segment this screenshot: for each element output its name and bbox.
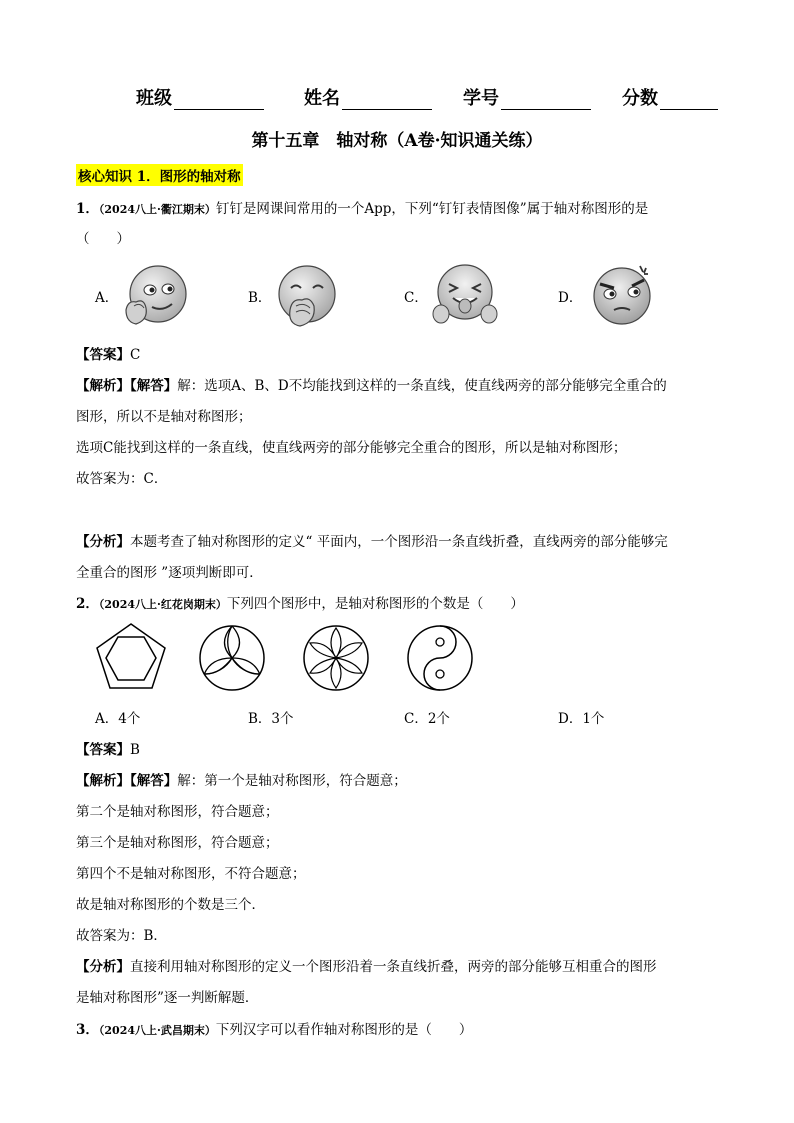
q1-fenxi-line-1 bbox=[76, 530, 668, 550]
q2-number: 2． bbox=[76, 596, 99, 612]
six-petal-flower-figure bbox=[301, 623, 371, 693]
q3-number: 3． bbox=[76, 1022, 99, 1038]
score-blank[interactable] bbox=[660, 91, 718, 110]
q2-analysis-line-3: 第三个是轴对称图形，符合题意； bbox=[76, 835, 279, 851]
q1-analysis-text-1: 解：选项A、B、D不均能找到这样的一条直线，使直线两旁的部分能够完全重合的 bbox=[177, 378, 667, 394]
q1-analysis-tag: 【解析】【解答】 bbox=[76, 378, 178, 394]
class-label: 班级 bbox=[136, 88, 172, 109]
name-field bbox=[304, 84, 432, 110]
q1-fenxi-tag: 【分析】 bbox=[76, 534, 130, 550]
q1-answer-value: C bbox=[130, 347, 141, 363]
q2-option-a: A．4个 bbox=[95, 711, 141, 727]
q2-fenxi-line-1 bbox=[76, 955, 657, 975]
q3-source: （2024八上·武昌期末） bbox=[98, 1024, 216, 1037]
q2-analysis-text-1: 解：第一个是轴对称图形，符合题意； bbox=[177, 773, 407, 789]
q1-fenxi-line-2: 全重合的图形 ”逐项判断即可． bbox=[76, 565, 263, 581]
section-label: 核心知识 1．图形的轴对称 bbox=[76, 164, 243, 186]
q3-stem-text: 下列汉字可以看作轴对称图形的是（ ） bbox=[215, 1022, 473, 1038]
name-label: 姓名 bbox=[304, 88, 340, 109]
q2-stem-text: 下列四个图形中，是轴对称图形的个数是（ ） bbox=[226, 596, 524, 612]
q2-fenxi-text-1: 直接利用轴对称图形的定义一个图形沿着一条直线折叠，两旁的部分能够互相重合的图形 bbox=[130, 959, 657, 975]
student-id-blank[interactable] bbox=[501, 91, 591, 110]
score-label: 分数 bbox=[622, 88, 658, 109]
q1-analysis-line-3: 选项C能找到这样的一条直线，使直线两旁的部分能够完全重合的图形，所以是轴对称图形； bbox=[76, 440, 627, 456]
page-title: 第十五章 轴对称（A卷·知识通关练） bbox=[251, 131, 543, 151]
q1-stem bbox=[76, 197, 648, 217]
q1-option-b: B． bbox=[248, 290, 272, 306]
q2-analysis-line-1 bbox=[76, 769, 407, 789]
tongue-out-emoji-icon bbox=[431, 262, 499, 326]
score-field bbox=[622, 84, 718, 110]
q1-answer-tag: 【答案】 bbox=[76, 347, 130, 363]
q1-option-a: A． bbox=[95, 290, 119, 306]
q2-stem bbox=[76, 592, 524, 612]
q2-source: （2024八上·红花岗期末） bbox=[98, 598, 227, 611]
q3-stem bbox=[76, 1018, 472, 1038]
hand-over-mouth-emoji-icon bbox=[274, 264, 340, 330]
q2-analysis-line-2: 第二个是轴对称图形，符合题意； bbox=[76, 804, 279, 820]
yin-yang-figure bbox=[405, 623, 475, 693]
student-id-label: 学号 bbox=[463, 88, 499, 109]
q1-blank: （ ） bbox=[76, 231, 130, 247]
pentagon-hexagon-figure bbox=[93, 620, 169, 692]
class-blank[interactable] bbox=[174, 91, 264, 110]
q2-option-c: C．2个 bbox=[404, 711, 450, 727]
q1-option-d: D． bbox=[558, 290, 583, 306]
q2-analysis-line-6: 故答案为：B． bbox=[76, 928, 167, 944]
q2-answer-tag: 【答案】 bbox=[76, 742, 130, 758]
q2-analysis-tag: 【解析】【解答】 bbox=[76, 773, 178, 789]
q1-stem-text: 钉钉是网课间常用的一个App，下列“钉钉表情图像”属于轴对称图形的是 bbox=[215, 201, 649, 217]
q2-answer-value: B bbox=[130, 742, 140, 758]
q1-analysis-line-4: 故答案为：C． bbox=[76, 471, 168, 487]
q1-number: 1． bbox=[76, 201, 99, 217]
name-blank[interactable] bbox=[342, 91, 432, 110]
q2-answer bbox=[76, 738, 140, 758]
thinking-emoji-icon bbox=[122, 264, 190, 328]
q1-option-c: C． bbox=[404, 290, 428, 306]
three-arc-circle-figure bbox=[197, 623, 267, 693]
q2-fenxi-line-2: 是轴对称图形”逐一判断解题． bbox=[76, 990, 259, 1006]
q1-answer bbox=[76, 343, 140, 363]
q1-fenxi-text-1: 本题考查了轴对称图形的定义“ 平面内，一个图形沿一条直线折叠，直线两旁的部分能够完 bbox=[130, 534, 668, 550]
q2-analysis-line-5: 故是轴对称图形的个数是三个． bbox=[76, 897, 265, 913]
class-field bbox=[136, 84, 264, 110]
q2-analysis-line-4: 第四个不是轴对称图形，不符合题意； bbox=[76, 866, 306, 882]
suspicious-emoji-icon bbox=[586, 262, 654, 328]
q2-option-b: B．3个 bbox=[248, 711, 294, 727]
q1-source: （2024八上·衢江期末） bbox=[98, 203, 216, 216]
q1-analysis-line-1 bbox=[76, 374, 667, 394]
q1-analysis-line-2: 图形，所以不是轴对称图形； bbox=[76, 409, 252, 425]
student-id-field bbox=[463, 84, 591, 110]
q2-fenxi-tag: 【分析】 bbox=[76, 959, 130, 975]
q2-option-d: D．1个 bbox=[558, 711, 605, 727]
